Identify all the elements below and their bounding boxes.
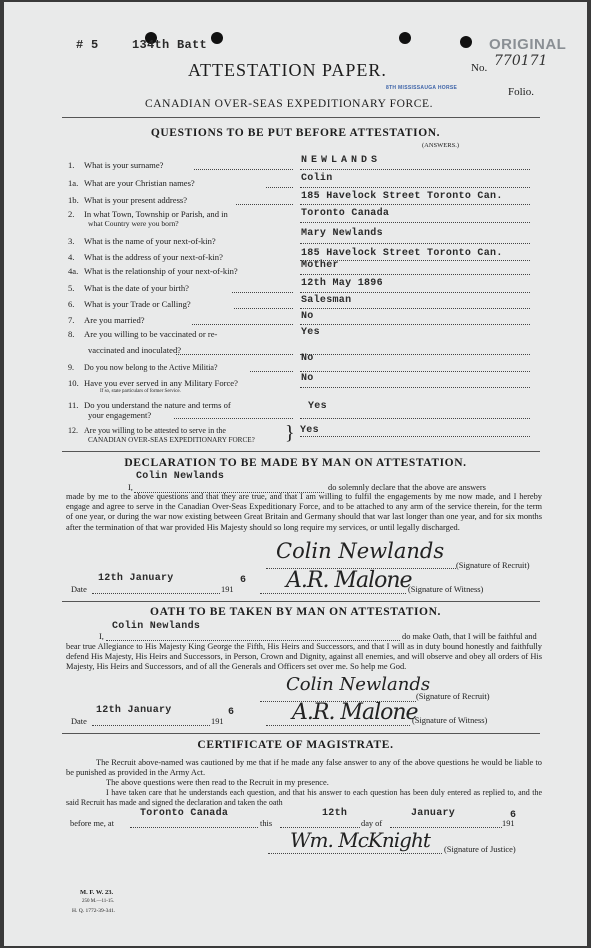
answer-militia: No (301, 353, 314, 364)
magistrate-body-1: The Recruit above-named was cautioned by me that if he made any false answer to any of the above questions he would be liable to be punished as provided in the Army Act. (66, 758, 542, 778)
oath-year: 6 (228, 707, 235, 718)
answer-trade: Salesman (301, 295, 352, 306)
magistrate-month: January (411, 808, 456, 819)
answer-line (250, 371, 293, 372)
witness-line (260, 593, 406, 594)
answer-line (300, 387, 530, 388)
brace: } (285, 422, 295, 444)
day-of-label: day of (361, 819, 383, 828)
question-row: 4a. What is the relationship of your next-of-kin? (68, 266, 238, 276)
punch-hole (399, 32, 411, 44)
witness-signature-1: A.R. Malone (286, 568, 412, 593)
answer-line (300, 418, 530, 419)
justice-signature: Wm. McKnight (290, 828, 430, 852)
original-stamp: ORIGINAL (489, 36, 567, 53)
magistrate-body-2: The above questions were then read to the Recruit in my presence. (106, 778, 329, 787)
question-row: 1. What is your surname? (68, 160, 164, 170)
answer-line (300, 187, 530, 188)
question-row: 1a. What are your Christian names? (68, 178, 195, 188)
form-code: M. F. W. 23. (80, 889, 114, 896)
subtitle: CANADIAN OVER-SEAS EXPEDITIONARY FORCE. (145, 98, 434, 110)
justice-line (268, 853, 442, 854)
answer-address: 185 Havelock Street Toronto Can. (301, 191, 503, 202)
declaration-i: I, (128, 483, 133, 492)
answer-kin-address: 185 Havelock Street Toronto Can. (301, 248, 503, 259)
oath-date: 12th January (96, 705, 172, 716)
page-title: ATTESTATION PAPER. (188, 60, 387, 80)
magistrate-day: 12th (322, 808, 348, 819)
unit-stamp: 8TH MISSISSAUGA HORSE (386, 85, 458, 91)
question-row: 8. Are you willing to be vaccinated or re- (68, 329, 218, 339)
answer-line (300, 243, 530, 244)
declaration-date: 12th January (98, 573, 174, 584)
divider (62, 733, 540, 734)
question-row: 6. What is your Trade or Calling? (68, 299, 191, 309)
answer-willing-attest: Yes (300, 425, 319, 436)
oath-line-1: do make Oath, that I will be faithful and (402, 632, 537, 641)
question-row: 1b. What is your present address? (68, 195, 188, 205)
magistrate-year: 6 (510, 810, 517, 821)
year-191: 191 (221, 585, 234, 594)
signature-of-recruit-label-2: (Signature of Recruit) (416, 692, 490, 701)
attestation-paper (4, 2, 587, 946)
question-row-cont: vaccinated and inoculated? (88, 345, 182, 355)
answer-line (194, 169, 293, 170)
answer-line (300, 308, 530, 309)
answer-line (236, 204, 293, 205)
regimental-number: 770171 (494, 53, 548, 69)
question-row-cont: CANADIAN OVER-SEAS EXPEDITIONARY FORCE? (88, 436, 255, 444)
signature-of-witness-label-2: (Signature of Witness) (412, 716, 488, 725)
answer-line (300, 324, 530, 325)
year-191-2: 191 (211, 717, 224, 726)
answer-line (300, 204, 530, 205)
question-row: 5. What is the date of your birth? (68, 283, 190, 293)
answer-line (300, 371, 530, 372)
magistrate-place: Toronto Canada (140, 808, 229, 819)
answer-line (176, 354, 293, 355)
answer-line (300, 292, 530, 293)
hq-code: H. Q. 1772-39-341. (72, 908, 116, 914)
date-line (92, 725, 210, 726)
answer-birth-date: 12th May 1896 (301, 278, 383, 289)
answer-line (300, 354, 530, 355)
answers-label: (ANSWERS.) (422, 142, 460, 149)
question-row-cont: what Country were you born? (88, 219, 179, 228)
answer-line (300, 436, 530, 437)
date-label-2: Date (71, 717, 87, 726)
place-line (130, 827, 258, 828)
answer-married: No (301, 311, 314, 322)
file-number: # 5 (76, 38, 99, 52)
question-row: 7. Are you married? (68, 315, 145, 325)
answer-line (266, 187, 293, 188)
answer-military-force: No (301, 373, 314, 384)
punch-hole (211, 32, 223, 44)
declaration-heading: DECLARATION TO BE MADE BY MAN ON ATTESTATION. (124, 457, 467, 469)
question-row: 9. Do you now belong to the Active Militia? (68, 363, 218, 372)
answer-line (192, 324, 293, 325)
oath-heading: OATH TO BE TAKEN BY MAN ON ATTESTATION. (150, 606, 441, 618)
battalion: 134th Batt (132, 38, 208, 52)
divider (62, 117, 540, 118)
questions-heading: QUESTIONS TO BE PUT BEFORE ATTESTATION. (150, 127, 441, 139)
signature-of-witness-label: (Signature of Witness) (408, 585, 484, 594)
oath-i: I, (99, 632, 104, 641)
print-run: 250 M.—11-15. (82, 899, 115, 904)
folio-label: Folio. (508, 86, 534, 98)
declaration-body: made by me to the above questions and that they are true, and that I am willing to fulfil the engagements by me now made, and I hereby engage and agree to serve in the Canadian Over-Seas Expeditionary Force, and to be attached to any arm of the service therein, for the term of one year, or during the war now existing between Great Britain and Germany should that war last longer than one year, and for six months after the termination of that war provided His Majesty should so long require my services, or until legally discharged. (66, 492, 542, 532)
answer-vaccinated: Yes (301, 327, 320, 338)
declaration-line-1: do solemnly declare that the above are answers (328, 483, 486, 492)
answer-next-of-kin: Mary Newlands (301, 228, 383, 239)
magistrate-body-3: I have taken care that he understands each question, and that his answer to each question has been duly entered as replied to, and the said Recruit has made and signed the declaration and taken the oath (66, 788, 542, 808)
recruit-signature-1: Colin Newlands (276, 539, 445, 563)
oath-body: bear true Allegiance to His Majesty King George the Fifth, His Heirs and Successors, and that I will as in duty bound honestly and faithfully defend His Majesty, His Heirs and Successors, in Person, Crown and Dignity, against all enemies, and will observe and obey all orders of His Majesty, His Heirs and Successors, and of all the Generals and Officers set over me. So help me God. (66, 642, 542, 672)
answer-line (300, 222, 530, 223)
question-row: 10. Have you ever served in any Military Force? (68, 378, 238, 388)
answer-line (232, 292, 293, 293)
answer-line (234, 308, 293, 309)
date-line (92, 593, 220, 594)
answer-line (300, 169, 530, 170)
punch-hole (460, 36, 472, 48)
answer-understand: Yes (308, 401, 327, 412)
answer-christian-names: Colin (301, 173, 333, 184)
divider (62, 601, 540, 602)
name-line (106, 640, 400, 641)
question-row: 3. What is the name of your next-of-kin? (68, 236, 216, 246)
witness-line (266, 725, 410, 726)
signature-of-justice-label: (Signature of Justice) (444, 845, 516, 854)
date-label: Date (71, 585, 87, 594)
answer-birthplace: Toronto Canada (301, 208, 390, 219)
magistrate-heading: CERTIFICATE OF MAGISTRATE. (197, 739, 394, 751)
witness-signature-2: A.R. Malone (292, 700, 418, 725)
recruit-signature-2: Colin Newlands (286, 674, 431, 695)
question-note: If so, state particulars of former Service. (100, 389, 181, 394)
signature-of-recruit-label: (Signature of Recruit) (456, 561, 530, 570)
question-row: 2. In what Town, Township or Parish, and in (68, 209, 228, 219)
declaration-name: Colin Newlands (136, 471, 225, 482)
answer-line (174, 418, 293, 419)
answer-line (300, 274, 530, 275)
oath-name: Colin Newlands (112, 621, 201, 632)
answer-relationship: Mother (301, 260, 339, 271)
question-row: 4. What is the address of your next-of-kin? (68, 252, 223, 262)
question-row-cont: your engagement? (88, 410, 152, 420)
year-191-3: 191 (502, 819, 515, 828)
answer-surname: NEWLANDS (301, 155, 382, 166)
declaration-year: 6 (240, 575, 247, 586)
number-label: No. (471, 62, 488, 74)
this-label: this (260, 819, 273, 828)
before-me-at: before me, at (70, 819, 114, 828)
divider (62, 451, 540, 452)
question-row: 12. Are you willing to be attested to serve in the (68, 426, 226, 435)
question-row: 11. Do you understand the nature and terms of (68, 400, 231, 410)
